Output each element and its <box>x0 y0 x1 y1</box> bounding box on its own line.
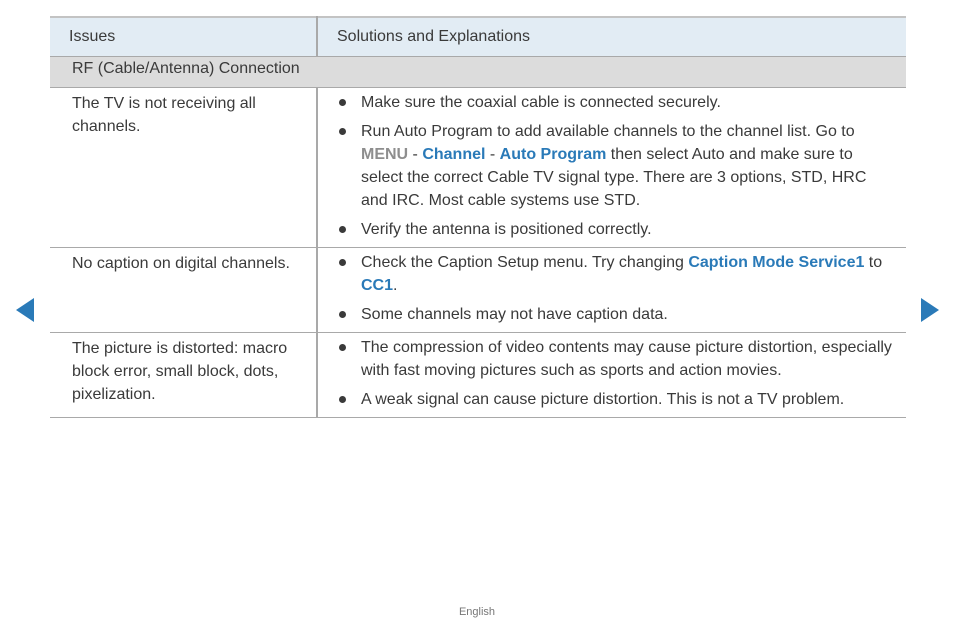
footer-language: English <box>458 606 496 618</box>
auto-program-menu-link[interactable]: Auto Program <box>499 146 607 163</box>
solution-cell <box>317 248 906 333</box>
solution-text: Verify the antenna is positioned correctly. <box>361 221 652 238</box>
table-header-row <box>50 17 906 57</box>
list-item <box>338 120 892 212</box>
solutions-column-header: Solutions and Explanations <box>317 17 906 57</box>
solution-text: Some channels may not have caption data. <box>361 306 668 323</box>
issue-cell: The TV is not receiving all channels. <box>50 88 317 248</box>
table-row <box>50 333 906 418</box>
separator: - <box>408 146 423 163</box>
section-title: RF (Cable/Antenna) Connection <box>50 57 906 88</box>
bullet-icon <box>339 311 346 318</box>
troubleshooting-table-container <box>50 16 906 418</box>
bullet-icon <box>339 259 346 266</box>
solution-text: to <box>864 254 883 271</box>
list-item <box>338 303 892 326</box>
solution-text: Run Auto Program to add available channels to the channel list. Go to <box>361 123 855 140</box>
bullet-icon <box>339 396 346 403</box>
bullet-icon <box>339 226 346 233</box>
bullet-icon <box>339 344 346 351</box>
previous-page-arrow-icon[interactable] <box>16 298 34 322</box>
bullet-icon <box>339 99 346 106</box>
list-item <box>338 388 892 411</box>
table-row <box>50 88 906 248</box>
bullet-icon <box>339 128 346 135</box>
solution-text: Check the Caption Setup menu. Try changing <box>361 254 689 271</box>
list-item <box>338 336 892 382</box>
issue-cell: The picture is distorted: macro block error, small block, dots, pixelization. <box>50 333 317 418</box>
solution-list <box>338 336 892 411</box>
solution-cell <box>317 88 906 248</box>
solution-text: The compression of video contents may cause picture distortion, especially with fast moving pictures such as sports and action movies. <box>361 339 892 379</box>
solution-list <box>338 91 892 241</box>
troubleshooting-table <box>50 16 906 418</box>
issues-column-header: Issues <box>50 17 317 57</box>
issue-cell: No caption on digital channels. <box>50 248 317 333</box>
solution-cell <box>317 333 906 418</box>
list-item <box>338 91 892 114</box>
next-page-arrow-icon[interactable] <box>921 298 939 322</box>
cc1-link[interactable]: CC1 <box>361 277 394 294</box>
solution-text: then select Auto and make sure to select the correct Cable TV signal type. There are 3 options, STD, HRC and IRC. Most cable systems use STD. <box>361 146 867 209</box>
separator: - <box>485 146 500 163</box>
channel-menu-link[interactable]: Channel <box>422 146 486 163</box>
solution-text: A weak signal can cause picture distortion. This is not a TV problem. <box>361 391 845 408</box>
caption-mode-service1-link[interactable]: Caption Mode Service1 <box>688 254 865 271</box>
list-item <box>338 218 892 241</box>
solution-text: . <box>393 277 398 294</box>
list-item <box>338 251 892 297</box>
menu-keyword: MENU <box>361 146 409 163</box>
table-row <box>50 248 906 333</box>
solution-list <box>338 251 892 326</box>
solution-text: Make sure the coaxial cable is connected securely. <box>361 94 721 111</box>
section-row <box>50 57 906 88</box>
